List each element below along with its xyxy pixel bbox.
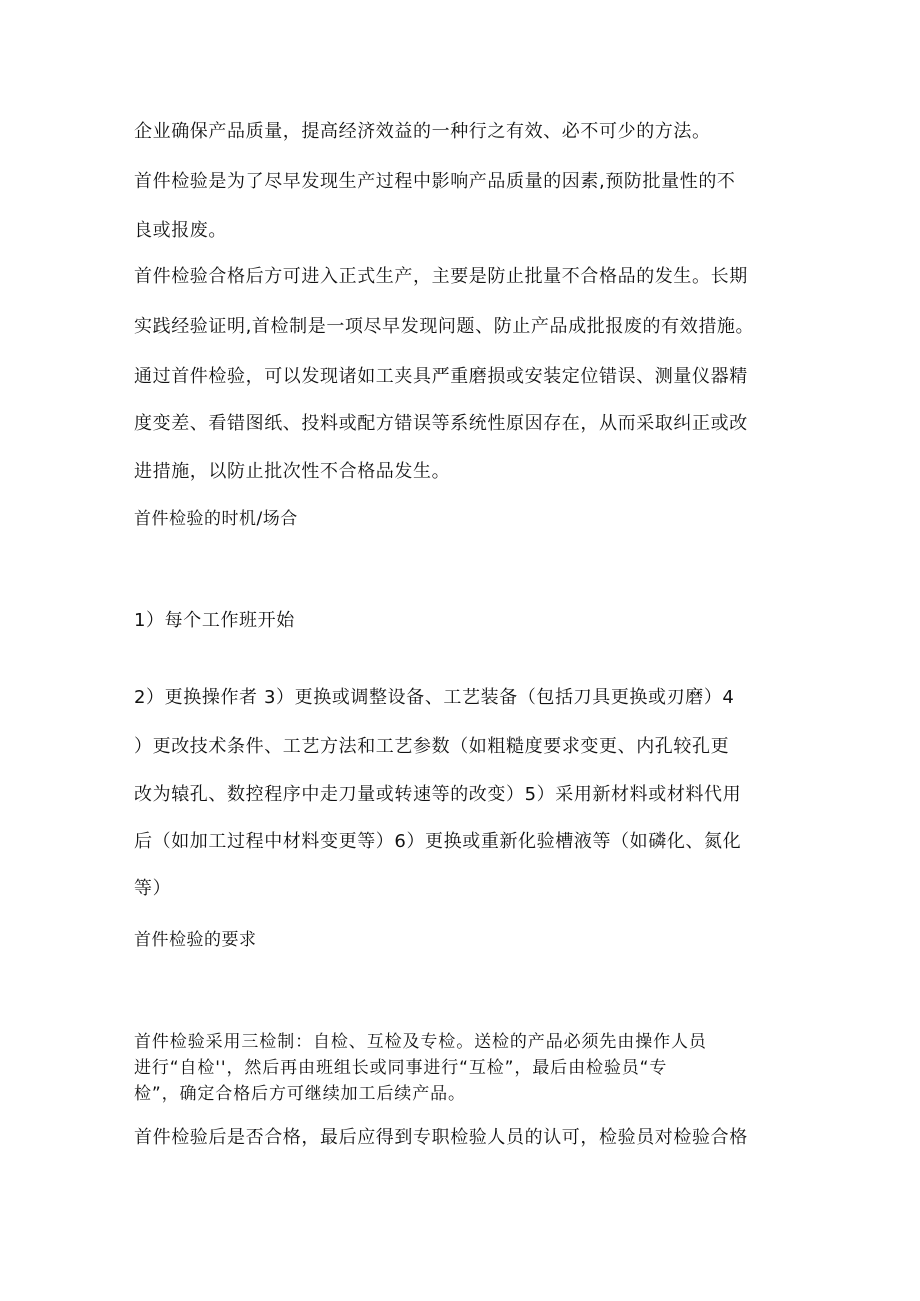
paragraph-line: 首件检验是为了尽早发现生产过程中影响产品质量的因素,预防批量性的不 <box>134 171 736 192</box>
paragraph-line: 检”，确定合格后方可继续加工后续产品。 <box>134 1084 466 1104</box>
paragraph-line: 良或报废。 <box>134 220 227 241</box>
paragraph-line: 度变差、看错图纸、投料或配方错误等系统性原因存在，从而采取纠正或改 <box>134 413 748 434</box>
paragraph-line: 通过首件检验，可以发现诸如工夹具严重磨损或安装定位错误、测量仪器精 <box>134 366 748 387</box>
paragraph-line: 进行“自检''，然后再由班组长或同事进行“互检”，最后由检验员“专 <box>134 1058 668 1078</box>
paragraph-line: 实践经验证明,首检制是一项尽早发现问题、防止产品成批报废的有效措施。 <box>134 316 755 337</box>
paragraph-line: 首件检验合格后方可进入正式生产，主要是防止批量不合格品的发生。长期 <box>134 266 748 287</box>
paragraph-line: 首件检验后是否合格，最后应得到专职检验人员的认可，检验员对检验合格 <box>134 1127 748 1148</box>
list-item: 改为辕孔、数控程序中走刀量或转速等的改变）5）采用新材料或材料代用 <box>134 784 742 805</box>
list-item: 2）更换操作者 3）更换或调整设备、工艺装备（包括刀具更换或刃磨）4 <box>134 687 735 708</box>
list-item: 1）每个工作班开始 <box>134 610 295 631</box>
section-heading-timing: 首件检验的时机/场合 <box>134 509 298 529</box>
paragraph-line: 企业确保产品质量，提高经济效益的一种行之有效、必不可少的方法。 <box>134 121 711 142</box>
paragraph-line: 进措施，以防止批次性不合格品发生。 <box>134 461 451 482</box>
list-item: 等） <box>134 878 172 899</box>
section-heading-requirements: 首件检验的要求 <box>134 930 257 950</box>
paragraph-line: 首件检验采用三检制：自检、互检及专检。送检的产品必须先由操作人员 <box>134 1032 707 1052</box>
list-item: 后（如加工过程中材料变更等）6）更换或重新化验槽液等（如磷化、氮化 <box>134 831 742 852</box>
list-item: ）更改技术条件、工艺方法和工艺参数（如粗糙度要求变更、内孔较孔更 <box>134 736 730 757</box>
